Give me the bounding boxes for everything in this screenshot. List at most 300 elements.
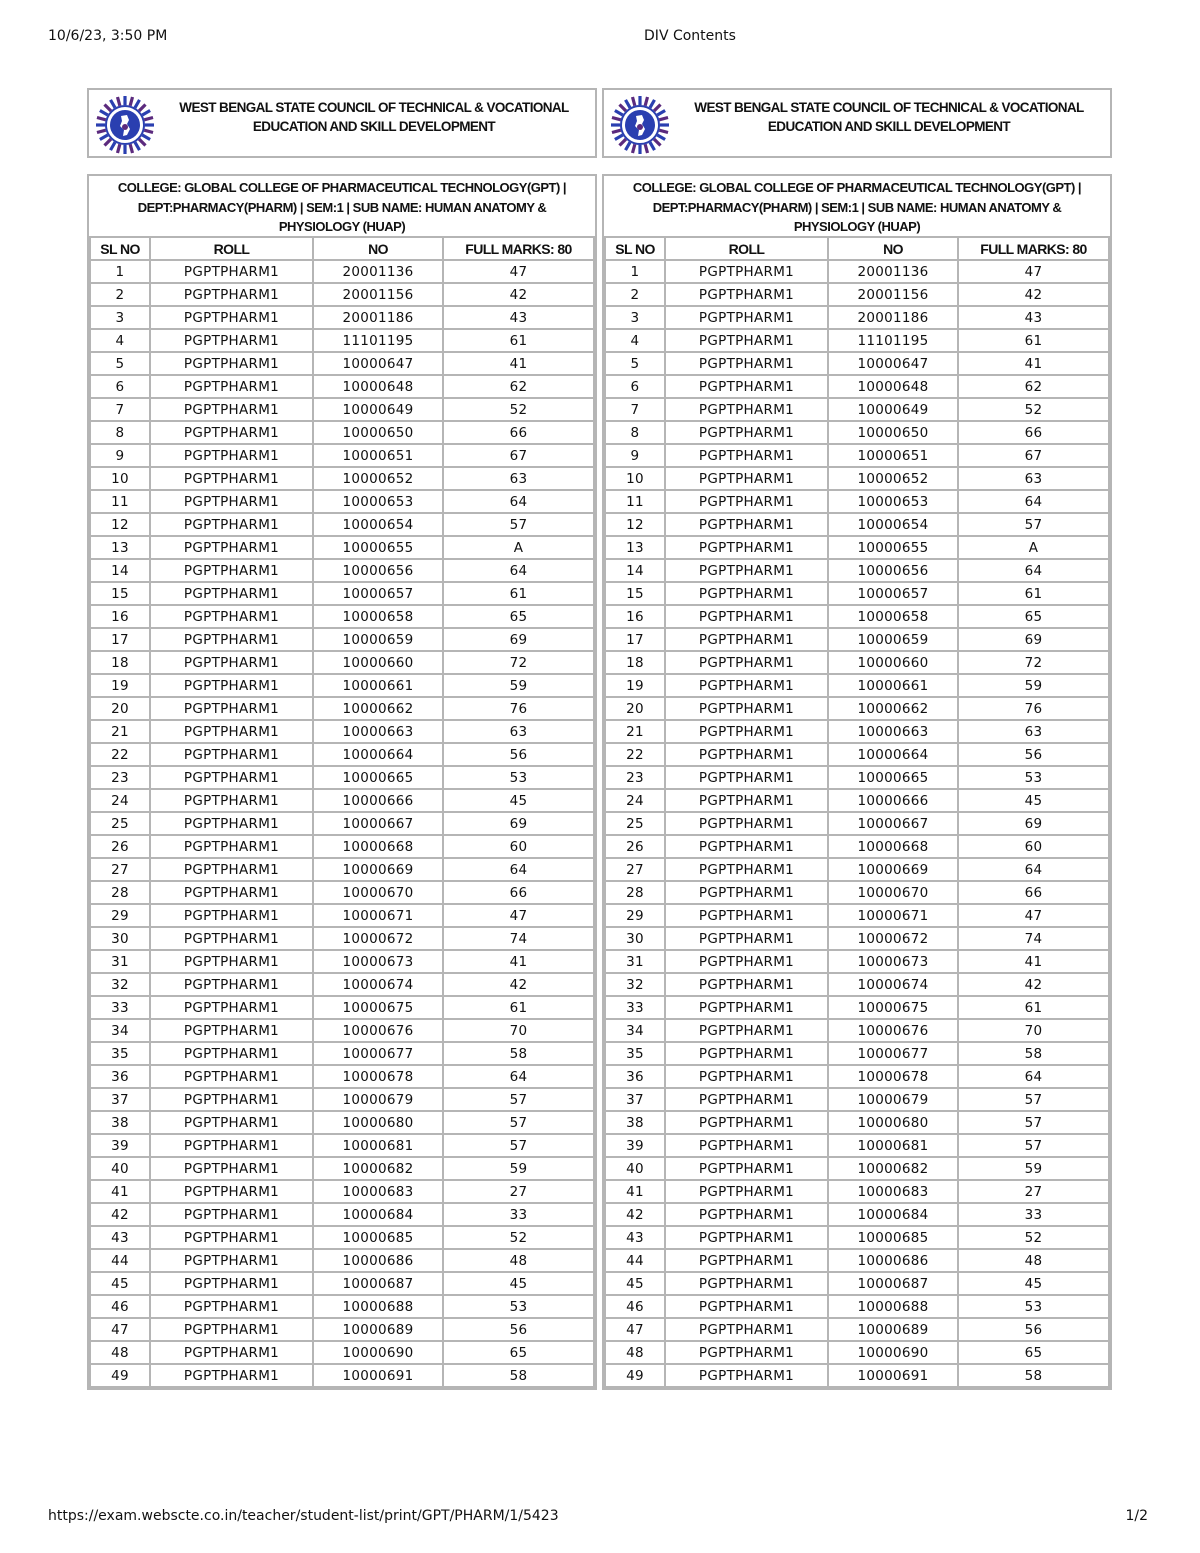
cell-no: 11101195 (313, 329, 443, 352)
cell-sl-no: 19 (90, 674, 150, 697)
cell-marks: 48 (958, 1249, 1109, 1272)
cell-no: 10000661 (313, 674, 443, 697)
cell-marks: 60 (443, 835, 594, 858)
table-header-row (605, 237, 1109, 260)
cell-no: 20001136 (313, 260, 443, 283)
cell-roll: PGPTPHARM1 (665, 1226, 828, 1249)
caption-college: COLLEGE: GLOBAL COLLEGE OF PHARMACEUTICAL TECHNOLOGY(GPT) | (117, 180, 567, 195)
table-row (90, 260, 594, 283)
cell-marks: 64 (958, 559, 1109, 582)
cell-no: 10000657 (313, 582, 443, 605)
cell-roll: PGPTPHARM1 (665, 1088, 828, 1111)
cell-marks: 57 (443, 513, 594, 536)
cell-marks: 69 (958, 812, 1109, 835)
cell-no: 10000656 (828, 559, 958, 582)
header-full-marks: FULL MARKS: 80 (958, 237, 1109, 260)
cell-sl-no: 25 (605, 812, 665, 835)
cell-roll: PGPTPHARM1 (150, 1134, 313, 1157)
table-row (90, 858, 594, 881)
cell-sl-no: 7 (90, 398, 150, 421)
table-row (605, 444, 1109, 467)
cell-roll: PGPTPHARM1 (150, 1341, 313, 1364)
marks-table (89, 236, 595, 1388)
cell-no: 10000661 (828, 674, 958, 697)
council-emblem-icon (609, 94, 671, 156)
cell-no: 10000688 (313, 1295, 443, 1318)
cell-roll: PGPTPHARM1 (665, 306, 828, 329)
cell-marks: 63 (443, 467, 594, 490)
cell-sl-no: 44 (605, 1249, 665, 1272)
table-row (90, 1180, 594, 1203)
caption-dept: DEPT:PHARMACY(PHARM) | SEM:1 | SUB NAME: HUMAN ANATOMY & (652, 199, 1062, 215)
cell-roll: PGPTPHARM1 (665, 444, 828, 467)
cell-marks: 70 (958, 1019, 1109, 1042)
cell-no: 10000655 (313, 536, 443, 559)
cell-marks: 59 (443, 1157, 594, 1180)
table-row (90, 559, 594, 582)
print-datetime: 10/6/23, 3:50 PM (48, 28, 168, 44)
cell-no: 10000648 (313, 375, 443, 398)
cell-roll: PGPTPHARM1 (150, 1364, 313, 1387)
cell-sl-no: 34 (605, 1019, 665, 1042)
cell-roll: PGPTPHARM1 (150, 996, 313, 1019)
cell-marks: 66 (958, 881, 1109, 904)
table-row (605, 1226, 1109, 1249)
cell-roll: PGPTPHARM1 (150, 950, 313, 973)
cell-sl-no: 49 (605, 1364, 665, 1387)
cell-marks: 72 (958, 651, 1109, 674)
cell-roll: PGPTPHARM1 (150, 743, 313, 766)
cell-marks: 65 (958, 1341, 1109, 1364)
council-name-line2: EDUCATION AND SKILL DEVELOPMENT (252, 119, 496, 134)
cell-sl-no: 49 (90, 1364, 150, 1387)
cell-no: 10000662 (313, 697, 443, 720)
cell-roll: PGPTPHARM1 (150, 444, 313, 467)
cell-no: 10000671 (828, 904, 958, 927)
cell-marks: 61 (958, 582, 1109, 605)
cell-roll: PGPTPHARM1 (150, 306, 313, 329)
table-row (90, 720, 594, 743)
cell-roll: PGPTPHARM1 (665, 467, 828, 490)
cell-sl-no: 2 (90, 283, 150, 306)
cell-roll: PGPTPHARM1 (665, 421, 828, 444)
cell-marks: 33 (958, 1203, 1109, 1226)
cell-roll: PGPTPHARM1 (665, 720, 828, 743)
cell-sl-no: 26 (605, 835, 665, 858)
cell-roll: PGPTPHARM1 (150, 375, 313, 398)
cell-no: 10000689 (313, 1318, 443, 1341)
cell-sl-no: 31 (90, 950, 150, 973)
table-row (605, 559, 1109, 582)
cell-marks: 61 (958, 996, 1109, 1019)
cell-roll: PGPTPHARM1 (150, 973, 313, 996)
cell-marks: 45 (958, 789, 1109, 812)
cell-sl-no: 32 (90, 973, 150, 996)
cell-sl-no: 45 (605, 1272, 665, 1295)
table-row (90, 1088, 594, 1111)
cell-roll: PGPTPHARM1 (665, 1364, 828, 1387)
table-row (605, 605, 1109, 628)
cell-marks: 58 (958, 1042, 1109, 1065)
cell-no: 10000664 (828, 743, 958, 766)
cell-no: 10000663 (313, 720, 443, 743)
cell-sl-no: 40 (605, 1157, 665, 1180)
cell-no: 10000681 (313, 1134, 443, 1157)
cell-roll: PGPTPHARM1 (150, 490, 313, 513)
cell-no: 10000651 (828, 444, 958, 467)
cell-sl-no: 10 (605, 467, 665, 490)
table-row (605, 651, 1109, 674)
cell-marks: 69 (958, 628, 1109, 651)
table-row (90, 421, 594, 444)
header-roll: ROLL (150, 237, 313, 260)
cell-marks: 58 (443, 1042, 594, 1065)
cell-sl-no: 1 (90, 260, 150, 283)
cell-roll: PGPTPHARM1 (150, 513, 313, 536)
cell-sl-no: 4 (90, 329, 150, 352)
cell-no: 10000672 (313, 927, 443, 950)
council-name-line1: WEST BENGAL STATE COUNCIL OF TECHNICAL & VOCATIONAL (179, 100, 569, 115)
cell-no: 10000682 (313, 1157, 443, 1180)
cell-no: 10000681 (828, 1134, 958, 1157)
cell-sl-no: 47 (605, 1318, 665, 1341)
table-row (605, 1203, 1109, 1226)
cell-roll: PGPTPHARM1 (665, 651, 828, 674)
table-row (90, 605, 594, 628)
cell-no: 10000685 (828, 1226, 958, 1249)
cell-no: 10000686 (313, 1249, 443, 1272)
cell-marks: 57 (443, 1111, 594, 1134)
table-row (90, 467, 594, 490)
table-row (90, 651, 594, 674)
cell-roll: PGPTPHARM1 (665, 904, 828, 927)
cell-sl-no: 5 (605, 352, 665, 375)
cell-marks: 66 (443, 421, 594, 444)
cell-sl-no: 7 (605, 398, 665, 421)
cell-sl-no: 20 (90, 697, 150, 720)
table-row (90, 996, 594, 1019)
table-row (90, 1203, 594, 1226)
cell-roll: PGPTPHARM1 (150, 421, 313, 444)
table-row (90, 674, 594, 697)
cell-no: 10000675 (828, 996, 958, 1019)
cell-marks: 64 (443, 858, 594, 881)
cell-no: 10000651 (313, 444, 443, 467)
cell-sl-no: 35 (90, 1042, 150, 1065)
cell-marks: 57 (958, 1088, 1109, 1111)
cell-sl-no: 20 (605, 697, 665, 720)
table-row (605, 1042, 1109, 1065)
cell-sl-no: 5 (90, 352, 150, 375)
cell-sl-no: 25 (90, 812, 150, 835)
cell-marks: 41 (958, 352, 1109, 375)
table-row (90, 490, 594, 513)
cell-sl-no: 46 (605, 1295, 665, 1318)
table-row (605, 812, 1109, 835)
cell-roll: PGPTPHARM1 (150, 1272, 313, 1295)
cell-marks: 61 (443, 996, 594, 1019)
cell-sl-no: 12 (90, 513, 150, 536)
cell-roll: PGPTPHARM1 (150, 720, 313, 743)
cell-no: 10000669 (828, 858, 958, 881)
table-row (90, 1065, 594, 1088)
table-row (605, 283, 1109, 306)
cell-sl-no: 45 (90, 1272, 150, 1295)
cell-sl-no: 30 (90, 927, 150, 950)
cell-marks: A (443, 536, 594, 559)
table-row (90, 306, 594, 329)
cell-roll: PGPTPHARM1 (665, 1249, 828, 1272)
cell-roll: PGPTPHARM1 (665, 559, 828, 582)
table-row (90, 444, 594, 467)
cell-sl-no: 15 (90, 582, 150, 605)
caption-college: COLLEGE: GLOBAL COLLEGE OF PHARMACEUTICAL TECHNOLOGY(GPT) | (632, 180, 1082, 195)
cell-sl-no: 32 (605, 973, 665, 996)
cell-sl-no: 38 (605, 1111, 665, 1134)
cell-marks: 53 (958, 766, 1109, 789)
table-row (605, 1180, 1109, 1203)
cell-sl-no: 18 (605, 651, 665, 674)
cell-sl-no: 22 (90, 743, 150, 766)
cell-marks: 66 (958, 421, 1109, 444)
cell-marks: 58 (443, 1364, 594, 1387)
cell-sl-no: 33 (605, 996, 665, 1019)
cell-marks: 67 (958, 444, 1109, 467)
cell-no: 10000668 (828, 835, 958, 858)
cell-sl-no: 30 (605, 927, 665, 950)
cell-sl-no: 13 (90, 536, 150, 559)
cell-no: 10000688 (828, 1295, 958, 1318)
cell-marks: 67 (443, 444, 594, 467)
cell-no: 10000649 (828, 398, 958, 421)
cell-marks: 42 (958, 973, 1109, 996)
cell-marks: 57 (958, 513, 1109, 536)
cell-no: 10000669 (313, 858, 443, 881)
cell-marks: 61 (443, 329, 594, 352)
cell-no: 10000654 (828, 513, 958, 536)
cell-marks: 61 (958, 329, 1109, 352)
cell-no: 10000687 (828, 1272, 958, 1295)
cell-no: 10000655 (828, 536, 958, 559)
cell-roll: PGPTPHARM1 (150, 1203, 313, 1226)
cell-roll: PGPTPHARM1 (150, 881, 313, 904)
cell-no: 10000674 (828, 973, 958, 996)
cell-no: 10000687 (313, 1272, 443, 1295)
cell-marks: 33 (443, 1203, 594, 1226)
cell-marks: 45 (958, 1272, 1109, 1295)
cell-no: 10000683 (313, 1180, 443, 1203)
table-row (90, 950, 594, 973)
cell-marks: 64 (443, 1065, 594, 1088)
cell-marks: 61 (443, 582, 594, 605)
council-header (87, 88, 597, 158)
table-row (605, 1065, 1109, 1088)
cell-roll: PGPTPHARM1 (665, 1180, 828, 1203)
cell-no: 10000679 (828, 1088, 958, 1111)
cell-sl-no: 29 (605, 904, 665, 927)
cell-roll: PGPTPHARM1 (150, 1226, 313, 1249)
cell-no: 10000647 (828, 352, 958, 375)
cell-no: 10000658 (828, 605, 958, 628)
table-row (90, 1111, 594, 1134)
table-row (605, 743, 1109, 766)
cell-marks: 66 (443, 881, 594, 904)
caption-subject: PHYSIOLOGY (HUAP) (278, 219, 406, 234)
cell-sl-no: 39 (90, 1134, 150, 1157)
cell-no: 10000684 (828, 1203, 958, 1226)
cell-no: 10000673 (828, 950, 958, 973)
cell-roll: PGPTPHARM1 (150, 1249, 313, 1272)
cell-sl-no: 8 (90, 421, 150, 444)
cell-roll: PGPTPHARM1 (665, 1272, 828, 1295)
table-row (90, 1226, 594, 1249)
marks-table (604, 236, 1110, 1388)
cell-roll: PGPTPHARM1 (150, 1180, 313, 1203)
cell-sl-no: 2 (605, 283, 665, 306)
cell-roll: PGPTPHARM1 (150, 651, 313, 674)
cell-roll: PGPTPHARM1 (665, 927, 828, 950)
marks-table-box (87, 174, 597, 1390)
cell-marks: 63 (958, 467, 1109, 490)
cell-roll: PGPTPHARM1 (150, 1042, 313, 1065)
cell-no: 10000682 (828, 1157, 958, 1180)
cell-roll: PGPTPHARM1 (150, 1088, 313, 1111)
header-sl-no: SL NO (605, 237, 665, 260)
table-row (605, 1019, 1109, 1042)
cell-sl-no: 44 (90, 1249, 150, 1272)
cell-sl-no: 26 (90, 835, 150, 858)
cell-roll: PGPTPHARM1 (665, 766, 828, 789)
table-row (605, 1364, 1109, 1387)
table-row (90, 973, 594, 996)
cell-no: 10000659 (313, 628, 443, 651)
cell-roll: PGPTPHARM1 (150, 1157, 313, 1180)
cell-roll: PGPTPHARM1 (150, 283, 313, 306)
cell-marks: 42 (958, 283, 1109, 306)
cell-marks: 57 (443, 1088, 594, 1111)
cell-no: 10000676 (313, 1019, 443, 1042)
cell-sl-no: 28 (605, 881, 665, 904)
cell-roll: PGPTPHARM1 (665, 352, 828, 375)
table-row (605, 835, 1109, 858)
cell-sl-no: 40 (90, 1157, 150, 1180)
cell-roll: PGPTPHARM1 (665, 697, 828, 720)
cell-sl-no: 33 (90, 996, 150, 1019)
cell-sl-no: 41 (605, 1180, 665, 1203)
cell-marks: 59 (958, 674, 1109, 697)
cell-sl-no: 43 (90, 1226, 150, 1249)
table-row (605, 467, 1109, 490)
cell-no: 10000690 (313, 1341, 443, 1364)
cell-sl-no: 13 (605, 536, 665, 559)
table-row (605, 904, 1109, 927)
cell-marks: 65 (443, 605, 594, 628)
cell-marks: 42 (443, 283, 594, 306)
cell-sl-no: 48 (605, 1341, 665, 1364)
cell-sl-no: 14 (605, 559, 665, 582)
marks-table-box (602, 174, 1112, 1390)
cell-marks: 70 (443, 1019, 594, 1042)
cell-marks: 41 (958, 950, 1109, 973)
mark-sheet-copy-left (87, 88, 597, 1390)
table-row (605, 881, 1109, 904)
cell-sl-no: 36 (605, 1065, 665, 1088)
cell-sl-no: 22 (605, 743, 665, 766)
cell-marks: 64 (958, 858, 1109, 881)
table-row (605, 352, 1109, 375)
cell-marks: 43 (443, 306, 594, 329)
cell-roll: PGPTPHARM1 (665, 1065, 828, 1088)
cell-roll: PGPTPHARM1 (665, 1341, 828, 1364)
cell-roll: PGPTPHARM1 (150, 398, 313, 421)
table-row (605, 789, 1109, 812)
cell-roll: PGPTPHARM1 (665, 490, 828, 513)
cell-no: 10000659 (828, 628, 958, 651)
cell-no: 10000652 (313, 467, 443, 490)
cell-marks: 64 (958, 490, 1109, 513)
cell-no: 10000690 (828, 1341, 958, 1364)
cell-sl-no: 34 (90, 1019, 150, 1042)
cell-no: 20001186 (313, 306, 443, 329)
cell-marks: 74 (443, 927, 594, 950)
council-header (602, 88, 1112, 158)
table-row (90, 582, 594, 605)
cell-no: 10000677 (313, 1042, 443, 1065)
cell-no: 10000686 (828, 1249, 958, 1272)
cell-roll: PGPTPHARM1 (150, 260, 313, 283)
cell-roll: PGPTPHARM1 (150, 904, 313, 927)
cell-sl-no: 15 (605, 582, 665, 605)
table-row (90, 1019, 594, 1042)
cell-roll: PGPTPHARM1 (150, 1318, 313, 1341)
cell-no: 10000650 (313, 421, 443, 444)
table-row (90, 1272, 594, 1295)
cell-no: 10000652 (828, 467, 958, 490)
cell-sl-no: 17 (605, 628, 665, 651)
cell-no: 10000654 (313, 513, 443, 536)
table-caption (604, 176, 1110, 236)
cell-roll: PGPTPHARM1 (665, 743, 828, 766)
mark-sheet-copy-right (602, 88, 1112, 1390)
cell-roll: PGPTPHARM1 (665, 973, 828, 996)
cell-roll: PGPTPHARM1 (665, 283, 828, 306)
cell-no: 10000650 (828, 421, 958, 444)
table-header-row (90, 237, 594, 260)
cell-sl-no: 21 (605, 720, 665, 743)
cell-marks: 56 (958, 1318, 1109, 1341)
cell-roll: PGPTPHARM1 (150, 927, 313, 950)
table-row (90, 1318, 594, 1341)
cell-marks: 52 (958, 1226, 1109, 1249)
cell-sl-no: 41 (90, 1180, 150, 1203)
cell-sl-no: 14 (90, 559, 150, 582)
table-row (90, 329, 594, 352)
cell-sl-no: 18 (90, 651, 150, 674)
cell-no: 10000691 (828, 1364, 958, 1387)
cell-sl-no: 28 (90, 881, 150, 904)
cell-sl-no: 23 (90, 766, 150, 789)
cell-roll: PGPTPHARM1 (665, 996, 828, 1019)
caption-subject: PHYSIOLOGY (HUAP) (793, 219, 921, 234)
table-row (90, 881, 594, 904)
cell-roll: PGPTPHARM1 (150, 674, 313, 697)
cell-no: 10000666 (828, 789, 958, 812)
table-row (90, 789, 594, 812)
cell-roll: PGPTPHARM1 (150, 812, 313, 835)
cell-marks: 27 (958, 1180, 1109, 1203)
table-row (605, 1134, 1109, 1157)
cell-marks: 47 (958, 904, 1109, 927)
